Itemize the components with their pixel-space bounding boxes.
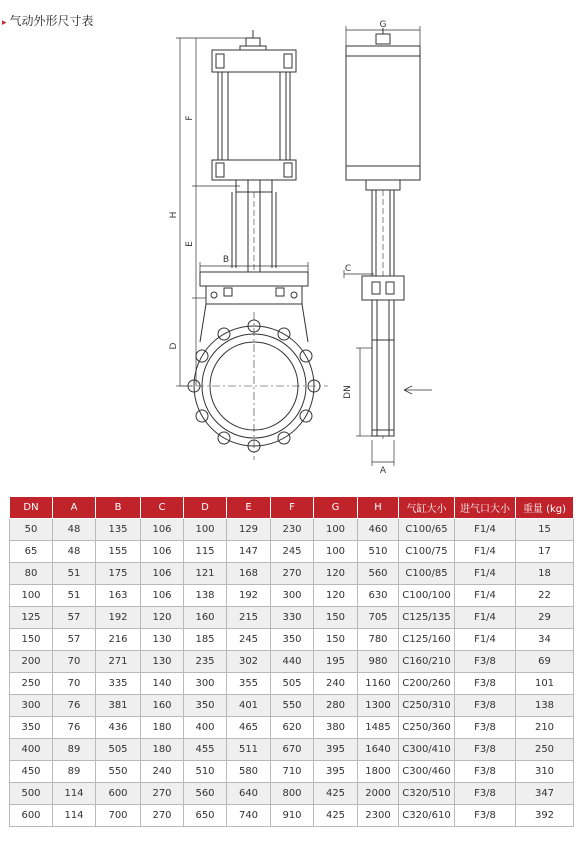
table-cell: C100/75	[399, 541, 455, 563]
column-header: 重量 (kg)	[516, 497, 574, 519]
table-cell: F3/8	[455, 717, 516, 739]
table-cell: 400	[10, 739, 53, 761]
table-cell: 138	[184, 585, 227, 607]
table-cell: 245	[227, 629, 271, 651]
table-cell: C100/100	[399, 585, 455, 607]
dim-label-c: C	[344, 264, 352, 274]
table-cell: 355	[227, 673, 271, 695]
table-row	[10, 563, 574, 585]
table-cell: 89	[53, 739, 96, 761]
dim-label-h: H	[169, 211, 179, 219]
table-cell: 300	[184, 673, 227, 695]
table-cell: F3/8	[455, 783, 516, 805]
table-cell: 101	[516, 673, 574, 695]
table-cell: F3/8	[455, 805, 516, 827]
column-header: D	[184, 497, 227, 519]
table-cell: 235	[184, 651, 227, 673]
dimension-table	[9, 496, 574, 827]
table-row	[10, 585, 574, 607]
table-cell: C250/360	[399, 717, 455, 739]
table-cell: 350	[184, 695, 227, 717]
table-cell: 550	[96, 761, 141, 783]
column-header: G	[314, 497, 358, 519]
table-cell: 401	[227, 695, 271, 717]
table-cell: 700	[96, 805, 141, 827]
table-cell: 350	[271, 629, 314, 651]
table-cell: 1485	[358, 717, 399, 739]
column-header: 进气口大小	[455, 497, 516, 519]
table-row	[10, 717, 574, 739]
dim-label-f: F	[185, 115, 195, 121]
table-cell: 29	[516, 607, 574, 629]
table-cell: 129	[227, 519, 271, 541]
table-cell: 630	[358, 585, 399, 607]
table-cell: C250/310	[399, 695, 455, 717]
table-cell: 392	[516, 805, 574, 827]
column-header: 气缸大小	[399, 497, 455, 519]
table-cell: 15	[516, 519, 574, 541]
table-cell: 450	[10, 761, 53, 783]
table-cell: 140	[141, 673, 184, 695]
table-cell: 150	[10, 629, 53, 651]
table-cell: 125	[10, 607, 53, 629]
page-title-text: 气动外形尺寸表	[9, 14, 94, 28]
column-header: C	[141, 497, 184, 519]
table-cell: C300/410	[399, 739, 455, 761]
table-cell: 215	[227, 607, 271, 629]
table-cell: 210	[516, 717, 574, 739]
table-cell: 425	[314, 783, 358, 805]
table-cell: 168	[227, 563, 271, 585]
table-cell: 106	[141, 541, 184, 563]
table-cell: 705	[358, 607, 399, 629]
column-header: B	[96, 497, 141, 519]
table-cell: C125/135	[399, 607, 455, 629]
table-cell: 114	[53, 783, 96, 805]
table-cell: C200/260	[399, 673, 455, 695]
table-cell: 310	[516, 761, 574, 783]
table-cell: 270	[141, 805, 184, 827]
table-cell: C160/210	[399, 651, 455, 673]
table-cell: 70	[53, 673, 96, 695]
table-cell: 48	[53, 541, 96, 563]
dim-label-b: B	[222, 255, 230, 265]
table-cell: F1/4	[455, 563, 516, 585]
table-cell: 192	[96, 607, 141, 629]
table-cell: 48	[53, 519, 96, 541]
table-cell: F1/4	[455, 585, 516, 607]
table-cell: 51	[53, 563, 96, 585]
table-cell: F3/8	[455, 761, 516, 783]
table-cell: F3/8	[455, 695, 516, 717]
table-cell: F1/4	[455, 519, 516, 541]
table-cell: 80	[10, 563, 53, 585]
table-cell: 505	[271, 673, 314, 695]
table-cell: 560	[358, 563, 399, 585]
table-cell: 22	[516, 585, 574, 607]
table-cell: F3/8	[455, 739, 516, 761]
table-cell: F1/4	[455, 541, 516, 563]
table-cell: 18	[516, 563, 574, 585]
table-cell: 245	[271, 541, 314, 563]
table-cell: 395	[314, 761, 358, 783]
table-cell: F3/8	[455, 673, 516, 695]
table-row	[10, 519, 574, 541]
table-cell: 910	[271, 805, 314, 827]
table-cell: 620	[271, 717, 314, 739]
table-cell: 560	[184, 783, 227, 805]
table-cell: 350	[10, 717, 53, 739]
table-cell: 335	[96, 673, 141, 695]
table-cell: 240	[141, 761, 184, 783]
table-cell: 115	[184, 541, 227, 563]
table-cell: 180	[141, 739, 184, 761]
table-row	[10, 805, 574, 827]
table-cell: 120	[141, 607, 184, 629]
table-cell: 270	[271, 563, 314, 585]
table-cell: 465	[227, 717, 271, 739]
table-cell: 300	[10, 695, 53, 717]
table-cell: 120	[314, 585, 358, 607]
table-cell: 381	[96, 695, 141, 717]
table-cell: 300	[271, 585, 314, 607]
table-cell: 76	[53, 695, 96, 717]
table-cell: 240	[314, 673, 358, 695]
side-view	[346, 28, 420, 440]
table-row	[10, 651, 574, 673]
table-cell: 160	[184, 607, 227, 629]
table-cell: 120	[314, 563, 358, 585]
dim-label-e: E	[185, 241, 195, 247]
table-row	[10, 673, 574, 695]
table-row	[10, 761, 574, 783]
table-cell: 670	[271, 739, 314, 761]
table-cell: 271	[96, 651, 141, 673]
table-cell: F1/4	[455, 607, 516, 629]
table-cell: 17	[516, 541, 574, 563]
table-cell: F3/8	[455, 651, 516, 673]
table-cell: 302	[227, 651, 271, 673]
table-cell: C125/160	[399, 629, 455, 651]
table-cell: 650	[184, 805, 227, 827]
table-cell: 138	[516, 695, 574, 717]
table-cell: 436	[96, 717, 141, 739]
table-cell: 347	[516, 783, 574, 805]
table-cell: 460	[358, 519, 399, 541]
front-view	[180, 30, 328, 460]
table-cell: 1300	[358, 695, 399, 717]
table-cell: 175	[96, 563, 141, 585]
table-cell: 147	[227, 541, 271, 563]
column-header: A	[53, 497, 96, 519]
table-cell: 1640	[358, 739, 399, 761]
dim-label-a: A	[379, 466, 387, 476]
table-cell: 2300	[358, 805, 399, 827]
table-cell: 511	[227, 739, 271, 761]
table-cell: 50	[10, 519, 53, 541]
table-cell: 155	[96, 541, 141, 563]
table-header-row	[10, 497, 574, 519]
table-cell: 106	[141, 563, 184, 585]
table-cell: 270	[141, 783, 184, 805]
table-cell: C320/510	[399, 783, 455, 805]
table-cell: 57	[53, 629, 96, 651]
table-row	[10, 695, 574, 717]
table-cell: 600	[10, 805, 53, 827]
table-cell: 89	[53, 761, 96, 783]
table-cell: 34	[516, 629, 574, 651]
table-cell: 710	[271, 761, 314, 783]
table-cell: 135	[96, 519, 141, 541]
table-cell: 395	[314, 739, 358, 761]
table-cell: 580	[227, 761, 271, 783]
table-cell: 150	[314, 607, 358, 629]
column-header: H	[358, 497, 399, 519]
table-cell: 130	[141, 651, 184, 673]
dim-label-d: D	[169, 342, 179, 350]
table-row	[10, 607, 574, 629]
table-cell: C100/85	[399, 563, 455, 585]
table-cell: 1800	[358, 761, 399, 783]
table-cell: 185	[184, 629, 227, 651]
table-cell: 250	[10, 673, 53, 695]
table-cell: 114	[53, 805, 96, 827]
table-cell: 510	[184, 761, 227, 783]
table-cell: 195	[314, 651, 358, 673]
table-cell: 510	[358, 541, 399, 563]
table-cell: 800	[271, 783, 314, 805]
table-cell: 121	[184, 563, 227, 585]
table-cell: 500	[10, 783, 53, 805]
dim-label-g: G	[379, 20, 387, 30]
table-cell: 160	[141, 695, 184, 717]
table-cell: 1160	[358, 673, 399, 695]
table-cell: 106	[141, 519, 184, 541]
table-cell: 65	[10, 541, 53, 563]
table-cell: 76	[53, 717, 96, 739]
table-cell: 100	[184, 519, 227, 541]
table-cell: 2000	[358, 783, 399, 805]
table-cell: 57	[53, 607, 96, 629]
table-row	[10, 783, 574, 805]
table-cell: 150	[314, 629, 358, 651]
table-cell: 400	[184, 717, 227, 739]
table-cell: 640	[227, 783, 271, 805]
table-cell: 980	[358, 651, 399, 673]
table-cell: 250	[516, 739, 574, 761]
column-header: DN	[10, 497, 53, 519]
table-cell: 106	[141, 585, 184, 607]
table-cell: 425	[314, 805, 358, 827]
table-row	[10, 629, 574, 651]
table-cell: 380	[314, 717, 358, 739]
table-cell: 740	[227, 805, 271, 827]
table-cell: C320/610	[399, 805, 455, 827]
column-header: E	[227, 497, 271, 519]
table-cell: 69	[516, 651, 574, 673]
table-cell: 100	[314, 541, 358, 563]
table-cell: 70	[53, 651, 96, 673]
table-cell: 163	[96, 585, 141, 607]
table-cell: 440	[271, 651, 314, 673]
table-cell: 330	[271, 607, 314, 629]
table-cell: 51	[53, 585, 96, 607]
table-cell: 280	[314, 695, 358, 717]
table-cell: 780	[358, 629, 399, 651]
table-cell: 192	[227, 585, 271, 607]
table-cell: C100/65	[399, 519, 455, 541]
table-cell: 100	[314, 519, 358, 541]
table-cell: 230	[271, 519, 314, 541]
table-cell: 100	[10, 585, 53, 607]
table-cell: 455	[184, 739, 227, 761]
table-cell: 216	[96, 629, 141, 651]
table-cell: 130	[141, 629, 184, 651]
table-cell: 200	[10, 651, 53, 673]
table-cell: 600	[96, 783, 141, 805]
column-header: F	[271, 497, 314, 519]
table-row	[10, 739, 574, 761]
table-cell: 180	[141, 717, 184, 739]
table-cell: C300/460	[399, 761, 455, 783]
table-cell: F1/4	[455, 629, 516, 651]
table-row	[10, 541, 574, 563]
table-cell: 550	[271, 695, 314, 717]
bullet-icon: ▸	[2, 18, 7, 28]
dim-label-dn: DN	[343, 385, 353, 399]
table-cell: 505	[96, 739, 141, 761]
